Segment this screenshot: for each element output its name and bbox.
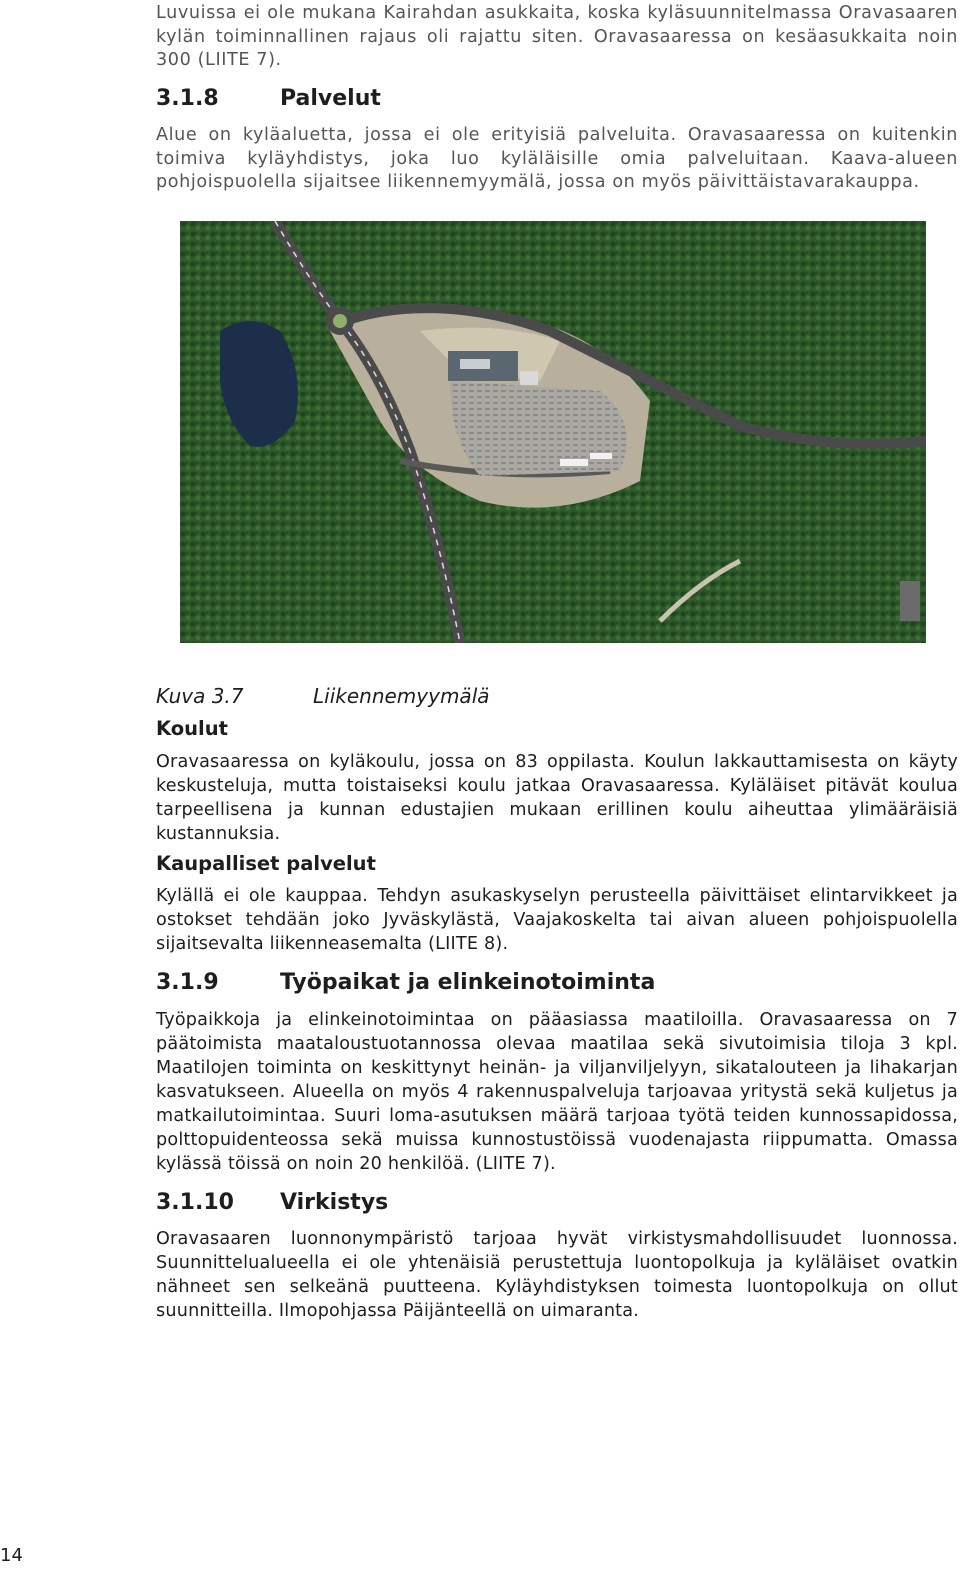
aerial-photo-service-station [180, 221, 926, 643]
palvelut-paragraph: Alue on kyläaluetta, jossa ei ole erityisiä palveluita. Oravasaaressa on kuitenkin toimiva kyläyhdistys, joka luo kyläläisille omia palveluitaan. Kaava-alueen pohjoispuolella sijaitsee liikennemyymälä, jossa on myös päivittäistavarakauppa. [156, 125, 958, 192]
section-title: Palvelut [280, 86, 381, 111]
figure-caption [156, 684, 490, 708]
intro-paragraph-block [156, 2, 958, 73]
koulut-paragraph: Oravasaaressa on kyläkoulu, jossa on 83 oppilasta. Koulun lakkauttamisesta on käyty keskusteluja, mutta toistaiseksi koulu jatkaa Oravasaaressa. Kyläläiset pitävät koulua tarpeellisena ja kunnan edustajien mukaan erillinen koulu aiheuttaa ylimääräisiä kustannuksia. [156, 752, 958, 844]
section-heading-virkistys [156, 1190, 958, 1215]
intro-paragraph: Luvuissa ei ole mukana Kairahdan asukkaita, koska kyläsuunnitelmassa Oravasaaren kylän toiminnallinen rajaus oli rajattu siten. Oravasaaressa on kesäasukkaita noin 300 (LIITE 7). [156, 3, 958, 70]
section-number: 3.1.10 [156, 1190, 234, 1215]
section-heading-palvelut [156, 86, 958, 111]
figure-caption-text: Liikennemyymälä [313, 684, 490, 708]
subheading-kaupalliset-palvelut: Kaupalliset palvelut [156, 852, 376, 875]
section-heading-tyopaikat [156, 970, 958, 995]
page-number: 14 [0, 1545, 23, 1566]
section-number: 3.1.8 [156, 86, 219, 111]
section-number: 3.1.9 [156, 970, 219, 995]
virkistys-paragraph: Oravasaaren luonnonympäristö tarjoaa hyvät virkistysmahdollisuudet luonnossa. Suunnittelualueella ei ole yhtenäisiä perustettuja luontopolkuja ja kyläläiset ovatkin nähneet sen selkeänä puutteena. Kyläyhdistyksen toimesta luontopolkuja on ollut suunnitteilla. Ilmopohjassa Päijänteellä on uimaranta. [156, 1229, 958, 1321]
figure-label: Kuva 3.7 [156, 684, 244, 708]
section-title: Virkistys [280, 1190, 389, 1215]
subheading-koulut: Koulut [156, 717, 228, 740]
kaupalliset-paragraph: Kylällä ei ole kauppaa. Tehdyn asukaskyselyn perusteella päivittäiset elintarvikkeet ja ostokset tehdään joko Jyväskylästä, Vaajakoskelta tai aivan alueen pohjoispuolella sijaitsevalta liikenneasemalta (LIITE 8). [156, 886, 958, 954]
section-title: Työpaikat ja elinkeinotoiminta [280, 970, 656, 995]
aerial-photo-illustration [180, 221, 926, 643]
tyopaikat-paragraph: Työpaikkoja ja elinkeinotoimintaa on pääasiassa maatiloilla. Oravasaaressa on 7 päätoimista maataloustuotannossa olevaa maatilaa sekä sivutoimisia tiloja 3 kpl. Maatilojen toiminta on keskittynyt heinän- ja viljanviljelyyn, sikatalouteen ja lihakarjan kasvatukseen. Alueella on myös 4 rakennuspalveluja tarjoavaa yritystä sekä kuljetus ja matkailutoimintaa. Suuri loma-asutuksen määrä tarjoaa työtä teiden kunnossapidossa, polttopuidenteossa sekä muissa kunnostustöissä vuodenajasta riippumatta. Omassa kylässä töissä on noin 20 henkilöä. (LIITE 7). [156, 1010, 958, 1174]
